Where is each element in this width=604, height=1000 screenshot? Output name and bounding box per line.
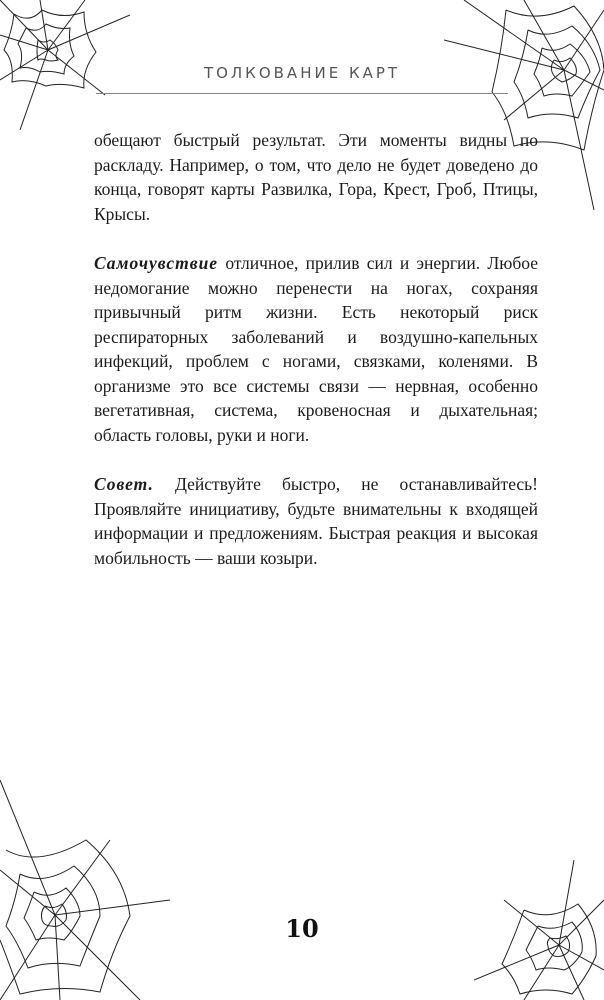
- body-text: [94, 128, 538, 595]
- paragraph-text: Действуйте быстро, не останавливайтесь! Проявляйте инициативу, будьте внимательны к входящей информации и предложениям. Быстрая реакция и высокая мобильность — ваши козыри.: [94, 474, 538, 568]
- paragraph-lead: Самочувствие: [94, 253, 219, 273]
- page-number: 10: [285, 914, 319, 943]
- paragraph-lead: Совет.: [94, 474, 154, 494]
- paragraph-text: обещают быстрый результат. Эти моменты видны по раскладу. Например, о том, что дело не будет доведено до конца, говорят карты Развилка, Гора, Крест, Гроб, Птицы, Крысы.: [94, 130, 538, 224]
- paragraph: [94, 128, 538, 226]
- paragraph-text: отличное, прилив сил и энергии. Любое недомогание можно перенести на ногах, сохраняя привычный ритм жизни. Есть некоторый риск респираторных заболеваний и воздушно-капельных инфекций, проблем с ногами, связками, коленями. В организме это все системы связи — нервная, особенно вегетативная, система, кровеносная и дыхательная; область головы, руки и ноги.: [94, 253, 538, 445]
- header-rule: [96, 93, 508, 94]
- running-title: ТОЛКОВАНИЕ КАРТ: [203, 64, 401, 82]
- paragraph-advice: [94, 472, 538, 570]
- paragraph-wellbeing: [94, 251, 538, 447]
- spider-web-icon: [0, 780, 170, 1000]
